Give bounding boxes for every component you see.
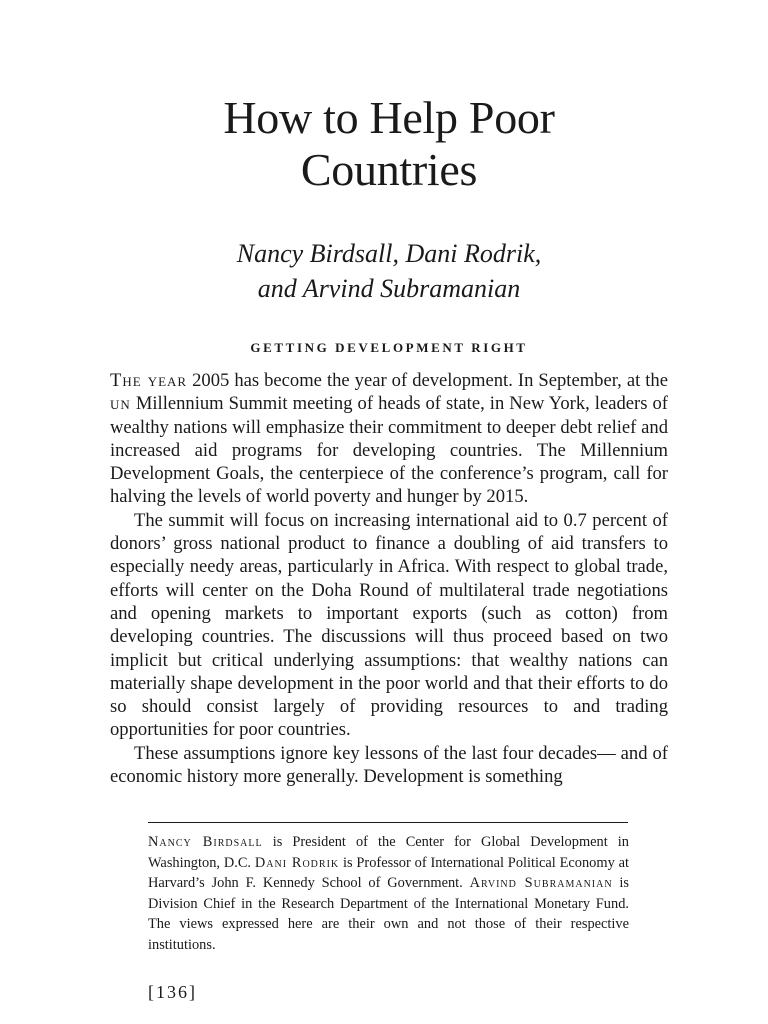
footnote-name-rodrik: Dani Rodrik <box>254 854 340 871</box>
author-line-1: Nancy Birdsall, Dani Rodrik, <box>236 239 542 268</box>
footnote-text-1: is President of the Center for Global Development in Washington, D.C. <box>148 834 629 871</box>
page-number: [136] <box>148 982 197 1002</box>
footnote-name-birdsall: Nancy Birdsall <box>148 834 263 850</box>
paragraph-1-text-b: Millennium Summit meeting of heads of state, in New York, leaders of wealthy nations will emphasize their commitment to deeper debt relief and increased aid programs for developing countries. The Millennium Development Goals, the centerpiece of the conference’s program, call for halving the levels of world poverty and hunger by 2015. <box>110 393 668 508</box>
article-title <box>0 92 768 196</box>
paragraph-2: The summit will focus on increasing international aid to 0.7 percent of donors’ gross national product to finance a doubling of aid transfers to especially needy areas, particularly in Africa. With respect to global trade, efforts will center on the Doha Round of multilateral trade negotiations and opening markets to important exports (such as cotton) from developing countries. The discussions will thus proceed based on two implicit but critical underlying assumptions: that wealthy nations can materially shape development in the poor world and that their efforts to do so should consist largely of providing resources to and trading opportunities for poor countries. <box>110 509 668 741</box>
paragraph-1-lead-in: The year <box>110 370 188 391</box>
footnote-divider <box>148 822 628 823</box>
paragraph-3: These assumptions ignore key lessons of the last four decades— and of economic history more generally. Development is something <box>110 742 668 788</box>
title-line-1: How to Help Poor <box>223 92 555 143</box>
paragraph-1 <box>110 369 668 509</box>
footnote-text-3: is Division Chief in the Research Department of the International Monetary Fund. The views expressed here are their own and not those of their respective institutions. <box>148 875 630 953</box>
author-byline <box>0 236 768 306</box>
title-line-2: Countries <box>300 144 478 195</box>
paragraph-1-un: un <box>110 393 131 415</box>
footnote-text-2: is Professor of International Political Economy at Harvard’s John F. Kennedy School of Government. <box>148 854 629 892</box>
footnote-name-subramanian: Arvind Subramanian <box>469 875 613 892</box>
article-body <box>110 369 668 788</box>
author-line-2: and Arvind Subramanian <box>257 274 521 303</box>
paragraph-1-text-a: 2005 has become the year of development. In September, at the <box>187 370 668 391</box>
section-heading: GETTING DEVELOPMENT RIGHT <box>250 340 528 355</box>
author-footnote <box>148 832 629 956</box>
